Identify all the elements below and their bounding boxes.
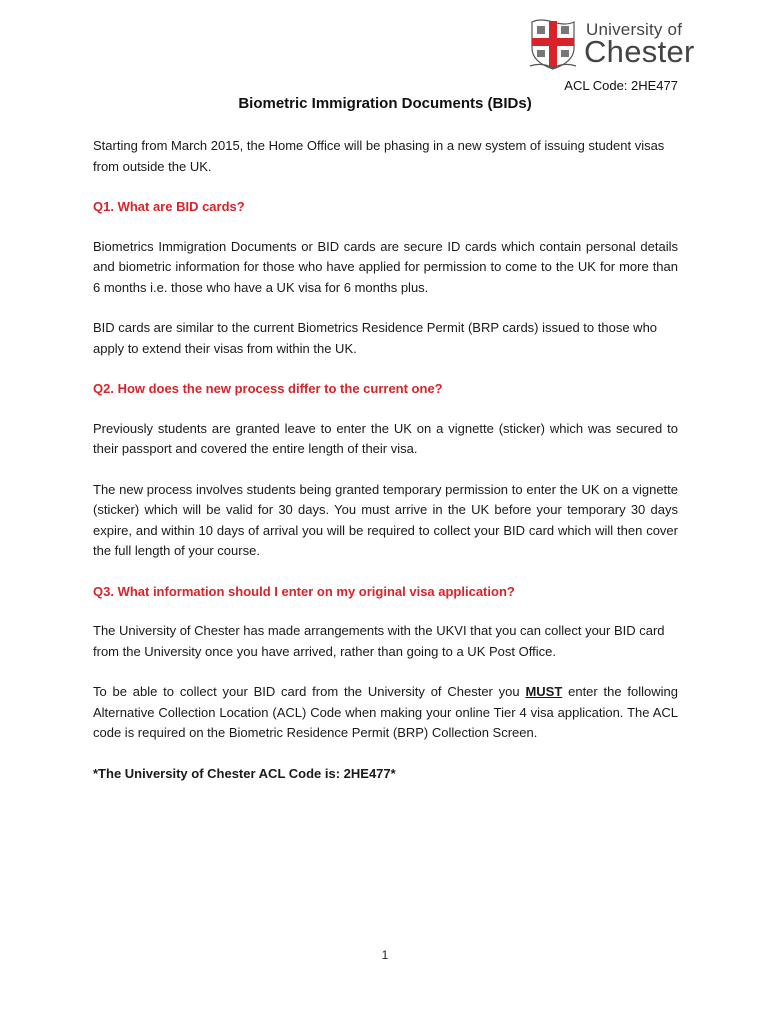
question-1: Q1. What are BID cards? bbox=[93, 199, 245, 214]
question-3: Q3. What information should I enter on my original visa application? bbox=[93, 583, 515, 599]
intro-paragraph: Starting from March 2015, the Home Office will be phasing in a new system of issuing student visas from outside the UK. bbox=[93, 138, 665, 174]
q1-paragraph-2: BID cards are similar to the current Biometrics Residence Permit (BRP cards) issued to those who apply to extend their visas from within the UK. bbox=[93, 320, 658, 356]
page-number: 1 bbox=[381, 948, 389, 962]
q3-p2-after: enter the following Alternative Collection Location (ACL) Code when making your online Tier 4 visa application. The ACL code is required on the Biometric Residence Permit (BRP) Collection Screen. bbox=[93, 684, 679, 740]
q2-paragraph-1: Previously students are granted leave to enter the UK on a vignette (sticker) which was secured to their passport and covered the entire length of their visa. bbox=[93, 420, 678, 456]
q3-p2-before: To be able to collect your BID card from the University of Chester you bbox=[93, 684, 526, 699]
logo-text-line2: Chester bbox=[584, 34, 695, 69]
q1-paragraph-1: Biometrics Immigration Documents or BID cards are secure ID cards which contain personal details and biometric information for those who have applied for permission to come to the UK for more than 6 months i.e. those who have a UK visa for 6 months plus. bbox=[93, 238, 678, 295]
university-logo bbox=[528, 18, 696, 72]
must-emphasis: MUST bbox=[525, 684, 563, 699]
acl-code-header: ACL Code: 2HE477 bbox=[564, 78, 678, 93]
logo-text-line1: University of bbox=[586, 20, 683, 39]
document-title: Biometric Immigration Documents (BIDs) bbox=[238, 95, 532, 112]
q2-paragraph-2: The new process involves students being granted temporary permission to enter the UK on a vignette (sticker) which will be valid for 30 days. You must arrive in the UK before your temporary 30 days expire, and within 10 days of arrival you will be required to collect your BID card which will then cover the full length of your course. bbox=[93, 481, 678, 558]
q3-paragraph-2 bbox=[93, 682, 678, 744]
acl-code-statement: *The University of Chester ACL Code is: 2HE477* bbox=[93, 765, 396, 781]
question-2: Q2. How does the new process differ to the current one? bbox=[93, 381, 443, 396]
university-shield-icon bbox=[528, 18, 578, 70]
q3-paragraph-1: The University of Chester has made arrangements with the UKVI that you can collect your BID card from the University once you have arrived, rather than going to a UK Post Office. bbox=[93, 623, 665, 659]
document-body bbox=[93, 136, 678, 804]
